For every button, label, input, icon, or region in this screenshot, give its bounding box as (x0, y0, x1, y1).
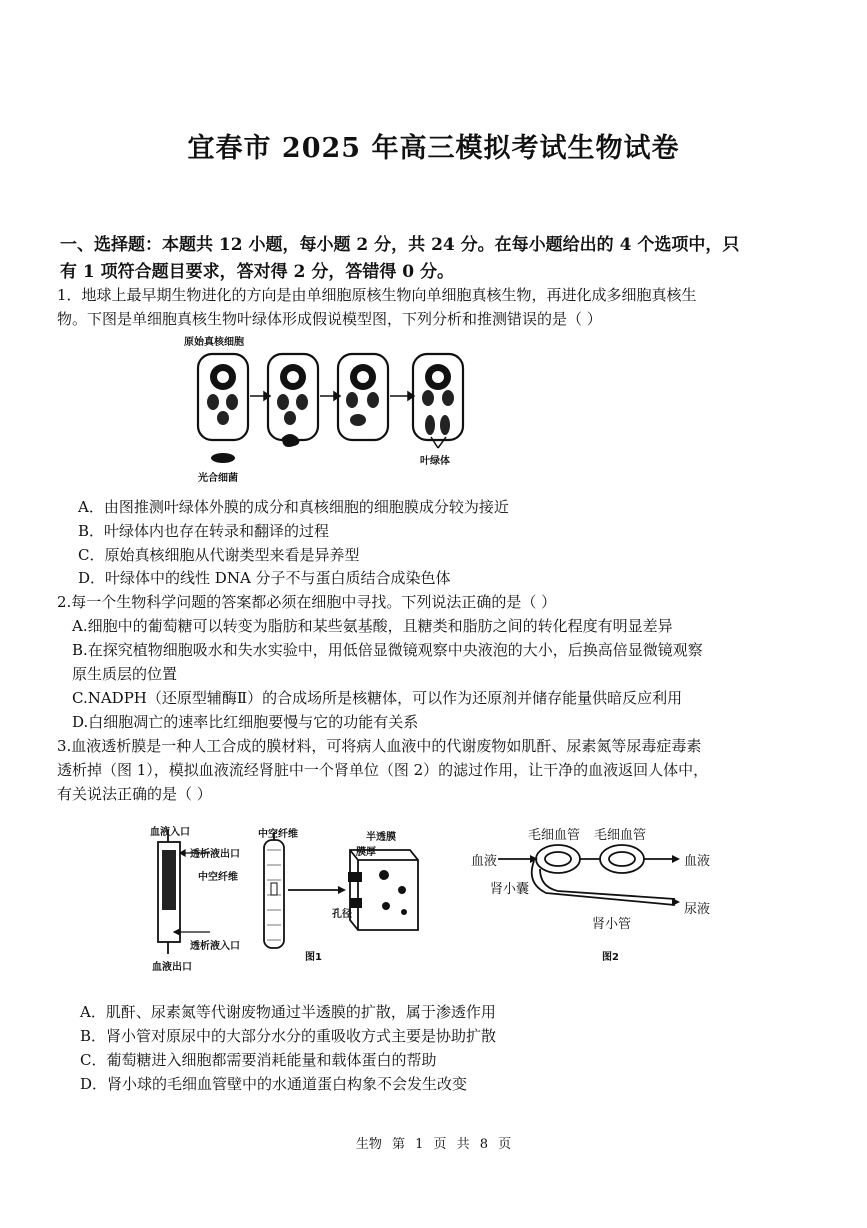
q1-option-a: A．由图推测叶绿体外膜的成分和真核细胞的细胞膜成分较为接近 (78, 498, 509, 516)
page-title: 宜春市 2025 年高三模拟考试生物试卷 (187, 133, 680, 164)
q3-option-d: D．肾小球的毛细血管壁中的水通道蛋白构象不会发生改变 (80, 1075, 468, 1093)
label-primitive-cell: 原始真核细胞 (184, 337, 244, 348)
q2-option-b-cont: 原生质层的位置 (72, 665, 178, 683)
label-semipermeable: 半透膜 (366, 832, 396, 843)
q3-option-a: A．肌酐、尿素氮等代谢废物通过半透膜的扩散，属于渗透作用 (80, 1003, 496, 1021)
label-capillary-1: 毛细血管 (528, 828, 581, 843)
q2-stem: 2.每一个生物科学问题的答案都必须在细胞中寻找。下列说法正确的是（ ） (57, 593, 557, 611)
section-heading-line1: 一、选择题：本题共 12 小题，每小题 2 分，共 24 分。在每小题给出的 4 个选项中，只 (60, 235, 740, 255)
q3-option-c: C．葡萄糖进入细胞都需要消耗能量和载体蛋白的帮助 (80, 1051, 437, 1069)
q3-stem-line2: 透析掉（图 1），模拟血液流经肾脏中一个肾单位（图 2）的滤过作用，让干净的血液返回人体中， (57, 761, 709, 779)
fig1-caption: 图1 (305, 952, 322, 963)
label-blood-left: 血液 (471, 854, 498, 869)
label-chloroplast: 叶绿体 (420, 456, 450, 467)
label-pore-diameter: 孔径 (332, 909, 352, 920)
q2-option-d: D.白细胞凋亡的速率比红细胞要慢与它的功能有关系 (72, 713, 419, 731)
q1-stem-line2: 物。下图是单细胞真核生物叶绿体形成假说模型图，下列分析和推测错误的是（ ） (57, 310, 602, 328)
q3-stem-line3: 有关说法正确的是（ ） (57, 785, 212, 803)
q1-option-b: B．叶绿体内也存在转录和翻译的过程 (78, 522, 330, 540)
label-blood-right: 血液 (684, 854, 711, 869)
section-heading-line2: 有 1 项符合题目要求，答对得 2 分，答错得 0 分。 (60, 262, 454, 282)
label-capillary-2: 毛细血管 (594, 828, 647, 843)
label-photosynthetic-bacteria: 光合细菌 (198, 473, 238, 484)
label-renal-capsule: 肾小囊 (490, 882, 530, 897)
q1-option-d: D．叶绿体中的线性 DNA 分子不与蛋白质结合成染色体 (78, 569, 451, 587)
q2-option-a: A.细胞中的葡萄糖可以转变为脂肪和某些氨基酸，且糖类和脂肪之间的转化程度有明显差异 (72, 617, 673, 635)
label-hollow-fiber-top: 中空纤维 (258, 829, 298, 840)
label-blood-out: 血液出口 (152, 962, 192, 973)
label-blood-in: 血液入口 (150, 827, 190, 838)
label-urine: 尿液 (684, 902, 711, 917)
q2-option-b: B.在探究植物细胞吸水和失水实验中，用低倍显微镜观察中央液泡的大小，后换高倍显微镜观察 (72, 641, 703, 659)
label-renal-tubule: 肾小管 (592, 917, 632, 932)
label-hollow-fiber-side: 中空纤维 (198, 872, 238, 883)
q1-option-c: C．原始真核细胞从代谢类型来看是异养型 (78, 546, 360, 564)
q1-stem-line1: 1．地球上最早期生物进化的方向是由单细胞原核生物向单细胞真核生物，再进化成多细胞真核生 (57, 286, 697, 304)
label-membrane-thickness: 膜厚 (356, 847, 376, 858)
label-dialysate-in: 透析液入口 (190, 941, 240, 952)
q3-option-b: B．肾小管对原尿中的大部分水分的重吸收方式主要是协助扩散 (80, 1027, 497, 1045)
fig2-caption: 图2 (602, 952, 619, 963)
page-footer: 生物 第 1 页 共 8 页 (355, 1137, 512, 1152)
label-dialysate-out: 透析液出口 (190, 849, 240, 860)
q2-option-c: C.NADPH（还原型辅酶Ⅱ）的合成场所是核糖体，可以作为还原剂并储存能量供暗反应利用 (72, 689, 683, 707)
q3-stem-line1: 3.血液透析膜是一种人工合成的膜材料，可将病人血液中的代谢废物如肌酐、尿素氮等尿毒症毒素 (57, 737, 702, 755)
